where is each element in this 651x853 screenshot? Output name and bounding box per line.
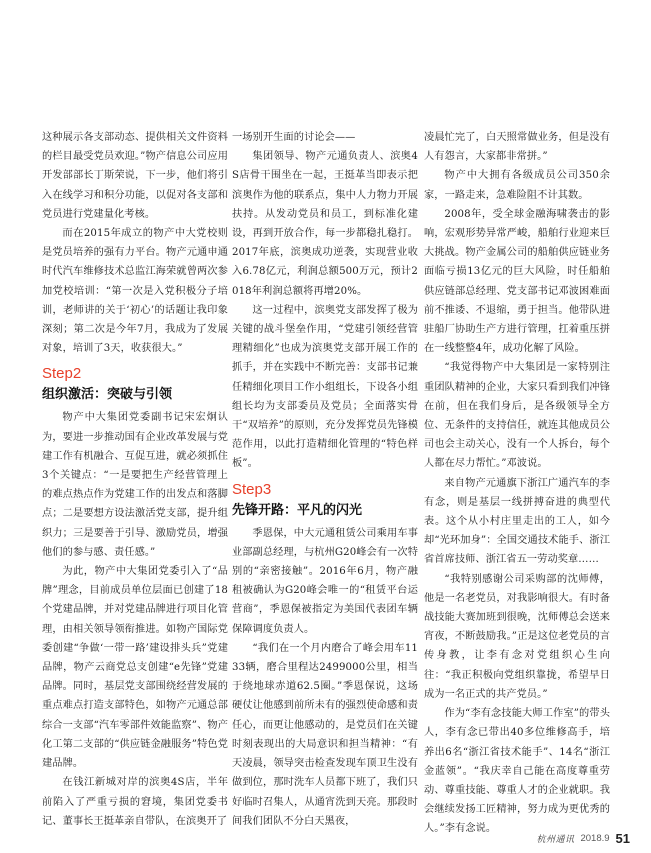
- magazine-name: 杭州通讯: [536, 833, 575, 844]
- paragraph: “我觉得物产中大集团是一家特别注重团队精神的企业，大家只看到我们冲锋在前，但在我们身后，是各级领导全方位、无条件的支持信任，就连其他成员公司也会主动关心，没有一个人拆台，每个人都在尽力帮忙。”邓波说。: [424, 362, 610, 470]
- section-step-label: Step3: [232, 480, 272, 498]
- paragraph: 物产中大集团党委副书记宋宏炯认为，要进一步推动国有企业改革发展与党建工作有机融合、互促互进，就必须抓住3个关键点：“一是要把生产经营管理上的难点热点作为党建工作的出发点和落脚点；二是要想方设法激活党支部，提升组织力；三是要善于引导、激励党员，增强他们的参与感、责任感。”: [42, 412, 228, 558]
- section-heading: 组织激活：突破与引领: [42, 387, 173, 403]
- paragraph: 2008年，受全球金融海啸袭击的影响，宏观形势异常严峻，船舶行业迎来巨大挑战。物产金属公司的船舶供应链业务面临亏损13亿元的巨大风险，时任船舶供应链部总经理、党支部书记邓波困难面前不推诿、不退缩，勇于担当。他带队进驻船厂协助生产方进行管理，扛着重压拼在一线整整4年，成功化解了风险。: [424, 208, 610, 355]
- page-number: 51: [615, 830, 630, 846]
- paragraph: 集团领导、物产元通负责人、滨奥4S店骨干围坐在一起，王挺革当即表示把滨奥作为他的联系点，集中人力物力开展扶持。从发动党员和员工，到标准化建设，再到开放合作，每一步都稳扎稳打。2017年底，滨奥成功逆袭，实现营业收入6.78亿元，利润总额500万元，预计2018年利润总额将再增20%。: [232, 151, 418, 297]
- paragraph: “我特别感谢公司采购部的沈师傅，他是一名老党员，对我影响很大。有时备战技能大赛加班到很晚，沈师傅总会送来宵夜，不断鼓励我。”正是这位老党员的言传身教，让李有念对党组织心生向往：“我正积极向党组织靠拢，希望早日成为一名正式的共产党员。”: [424, 573, 610, 700]
- paragraph: “我们在一个月内磨合了峰会用车1133辆，磨合里程达2499000公里，相当于绕地球赤道62.5圈。”季恩保说，这场硬仗让他感到前所未有的强烈使命感和责任心，而更让他感动的，是党员们在关键时刻表现出的大局意识和担当精神：“有天凌晨，领导突击检查发现车顶卫生没有做到位，那时洗车人员都下班了，我们只好临时召集人，从通宵洗到天亮。那段时间我们团队不分白天黑夜，: [232, 642, 418, 827]
- text-column-1: [42, 128, 228, 831]
- paragraph: 为此，物产中大集团党委引入了“品牌”理念，目前成员单位层面已创建了18个党建品牌，并对党建品牌进行项目化管理，由相关领导领衔推进。如物产国际党委创建“争做‘一带一路’建设排头兵”党建品牌，物产云商党总支创建“e先锋”党建品牌。同时，基层党支部围绕经营发展的重点难点打造支部特色，如物产元通总部综合一支部“汽车零部件效能监察”、物产化工第二支部的“供应链金融服务”特色党建品牌。: [42, 566, 228, 770]
- text-column-2: [232, 128, 418, 831]
- paragraph: 作为“李有念技能大师工作室”的带头人，李有念已带出40多位维修高手，培养出6名“浙江省技术能手”、14名“浙江金蓝领”。“我庆幸自己能在高度尊重劳动、尊重技能、尊重人才的企业就职。我会继续发扬工匠精神，努力成为更优秀的人。”李有念说。: [424, 708, 610, 835]
- text-column-3: [424, 128, 610, 839]
- paragraph: 这种展示各支部动态、提供相关文件资料的栏目最受党员欢迎。”物产信息公司应用开发部部长丁斯荣说，下一步，他们将引入在线学习和积分功能，以促对各支部和党员进行党建量化考核。: [42, 132, 228, 220]
- paragraph: 凌晨忙完了，白天照常做业务，但是没有人有怨言，大家都非常拼。”: [424, 132, 610, 163]
- paragraph: 而在2015年成立的物产中大党校则是党员培养的强有力平台。物产元通申通时代汽车维修技术总监江海荣就曾两次参加党校培训：“第一次是入党积极分子培训，老师讲的关于‘初心’的话题让我印象深刻；第二次是今年7月，我成为了发展对象，培训了3天，收获很大。”: [42, 228, 228, 355]
- paragraph: 来自物产元通旗下浙江广通汽车的李有念，则是基层一线拼搏奋进的典型代表。这个从小村庄里走出的工人，如今却“光环加身”：全国交通技术能手、浙江省首席技师、浙江省五一劳动奖章……: [424, 477, 610, 566]
- paragraph: 在钱江新城对岸的滨奥4S店，半年前陷入了严重亏损的窘境，集团党委书记、董事长王挺革亲自带队，在滨奥开了: [42, 777, 228, 827]
- paragraph: 一场别开生面的讨论会——: [232, 132, 356, 143]
- paragraph: 物产中大拥有各级成员公司350余家，一路走来，急难险阻不计其数。: [424, 170, 610, 201]
- section-step-label: Step2: [42, 365, 82, 383]
- section-heading: 先锋开路：平凡的闪光: [232, 502, 363, 518]
- issue-date: 2018.9: [580, 832, 610, 844]
- page-footer: [450, 829, 630, 847]
- paragraph: 这一过程中，滨奥党支部发挥了极为关键的战斗堡垒作用，“党建引领经营管理精细化”也成为滨奥党支部开展工作的抓手，并在实践中不断完善：支部书记兼任精细化项目工作小组组长，下设各小组组长均为支部委员及党员；全面落实骨干“双培养”的原则，充分发挥党员先锋模范作用，以此打造精细化管理的“特色样板”。: [232, 304, 418, 470]
- paragraph: 季恩保，中大元通租赁公司乘用车事业部副总经理，与杭州G20峰会有一次特别的“亲密接触”。2016年6月，物产融租被确认为G20峰会唯一的“租赁平台运营商”，季恩保被指定为美国代表团车辆保障调度负责人。: [232, 527, 418, 635]
